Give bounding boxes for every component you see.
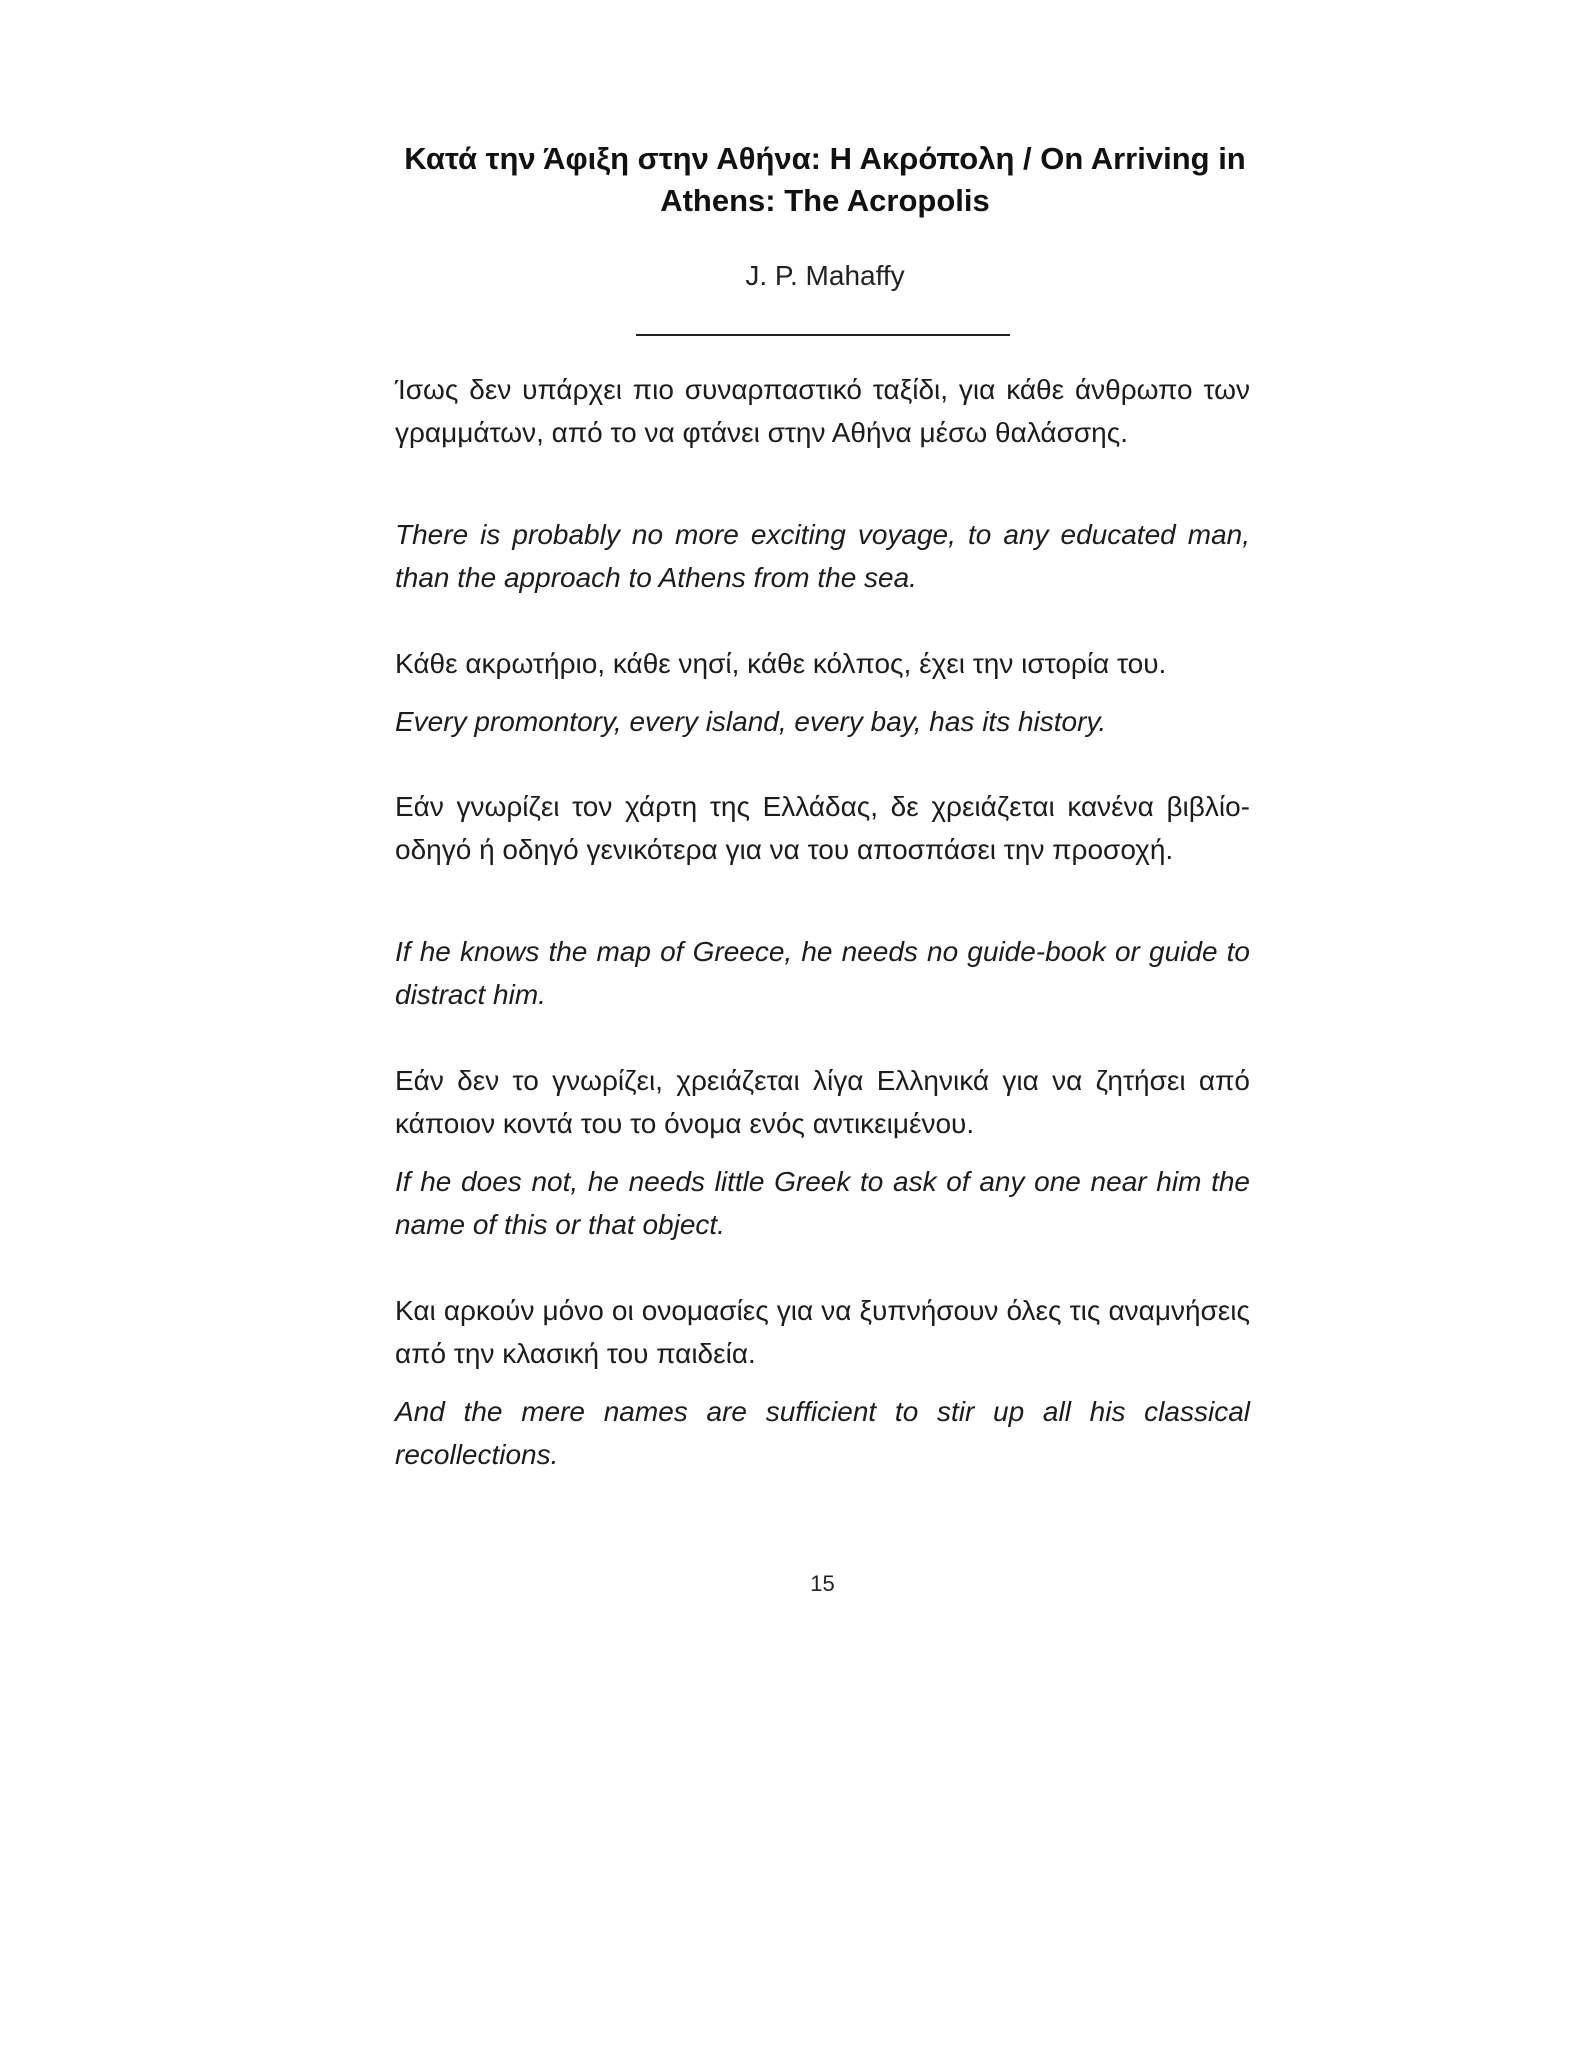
paragraph-english: If he knows the map of Greece, he needs no guide-book or guide to distract him. [395, 936, 1250, 1010]
author-name: J. P. Mahaffy [745, 260, 905, 291]
paragraph-greek: Ίσως δεν υπάρχει πιο συναρπαστικό ταξίδι, για κάθε άνθρωπο των γραμμάτων, από το να φτάνει στην Αθήνα μέσω θαλάσσης. [395, 374, 1250, 448]
paragraph-greek: Εάν γνωρίζει τον χάρτη της Ελλάδας, δε χρειάζεται κανένα βιβλίο-οδηγό ή οδηγό γενικότερα για να του αποσπάσει την προσοχή. [395, 791, 1250, 865]
paragraph-english: There is probably no more exciting voyage, to any educated man, than the approach to Athens from the sea. [395, 519, 1250, 593]
paragraph-english: And the mere names are sufficient to stir up all his classical recollections. [395, 1396, 1250, 1470]
page-number: 15 [810, 1571, 835, 1596]
page-title: Κατά την Άφιξη στην Αθήνα: Η Ακρόπολη / On Arriving in Athens: The Acropolis [404, 141, 1246, 218]
paragraph-english: If he does not, he needs little Greek to ask of any one near him the name of this or that object. [395, 1166, 1250, 1240]
paragraph-english: Every promontory, every island, every bay, has its history. [395, 706, 1107, 737]
paragraph-greek: Κάθε ακρωτήριο, κάθε νησί, κάθε κόλπος, έχει την ιστορία του. [395, 648, 1167, 679]
paragraph-greek: Και αρκούν μόνο οι ονομασίες για να ξυπνήσουν όλες τις αναμνήσεις από την κλασική του παιδεία. [395, 1295, 1250, 1369]
title-divider [636, 334, 1010, 336]
paragraph-greek: Εάν δεν το γνωρίζει, χρειάζεται λίγα Ελληνικά για να ζητήσει από κάποιον κοντά του το όνομα ενός αντικειμένου. [395, 1065, 1250, 1139]
